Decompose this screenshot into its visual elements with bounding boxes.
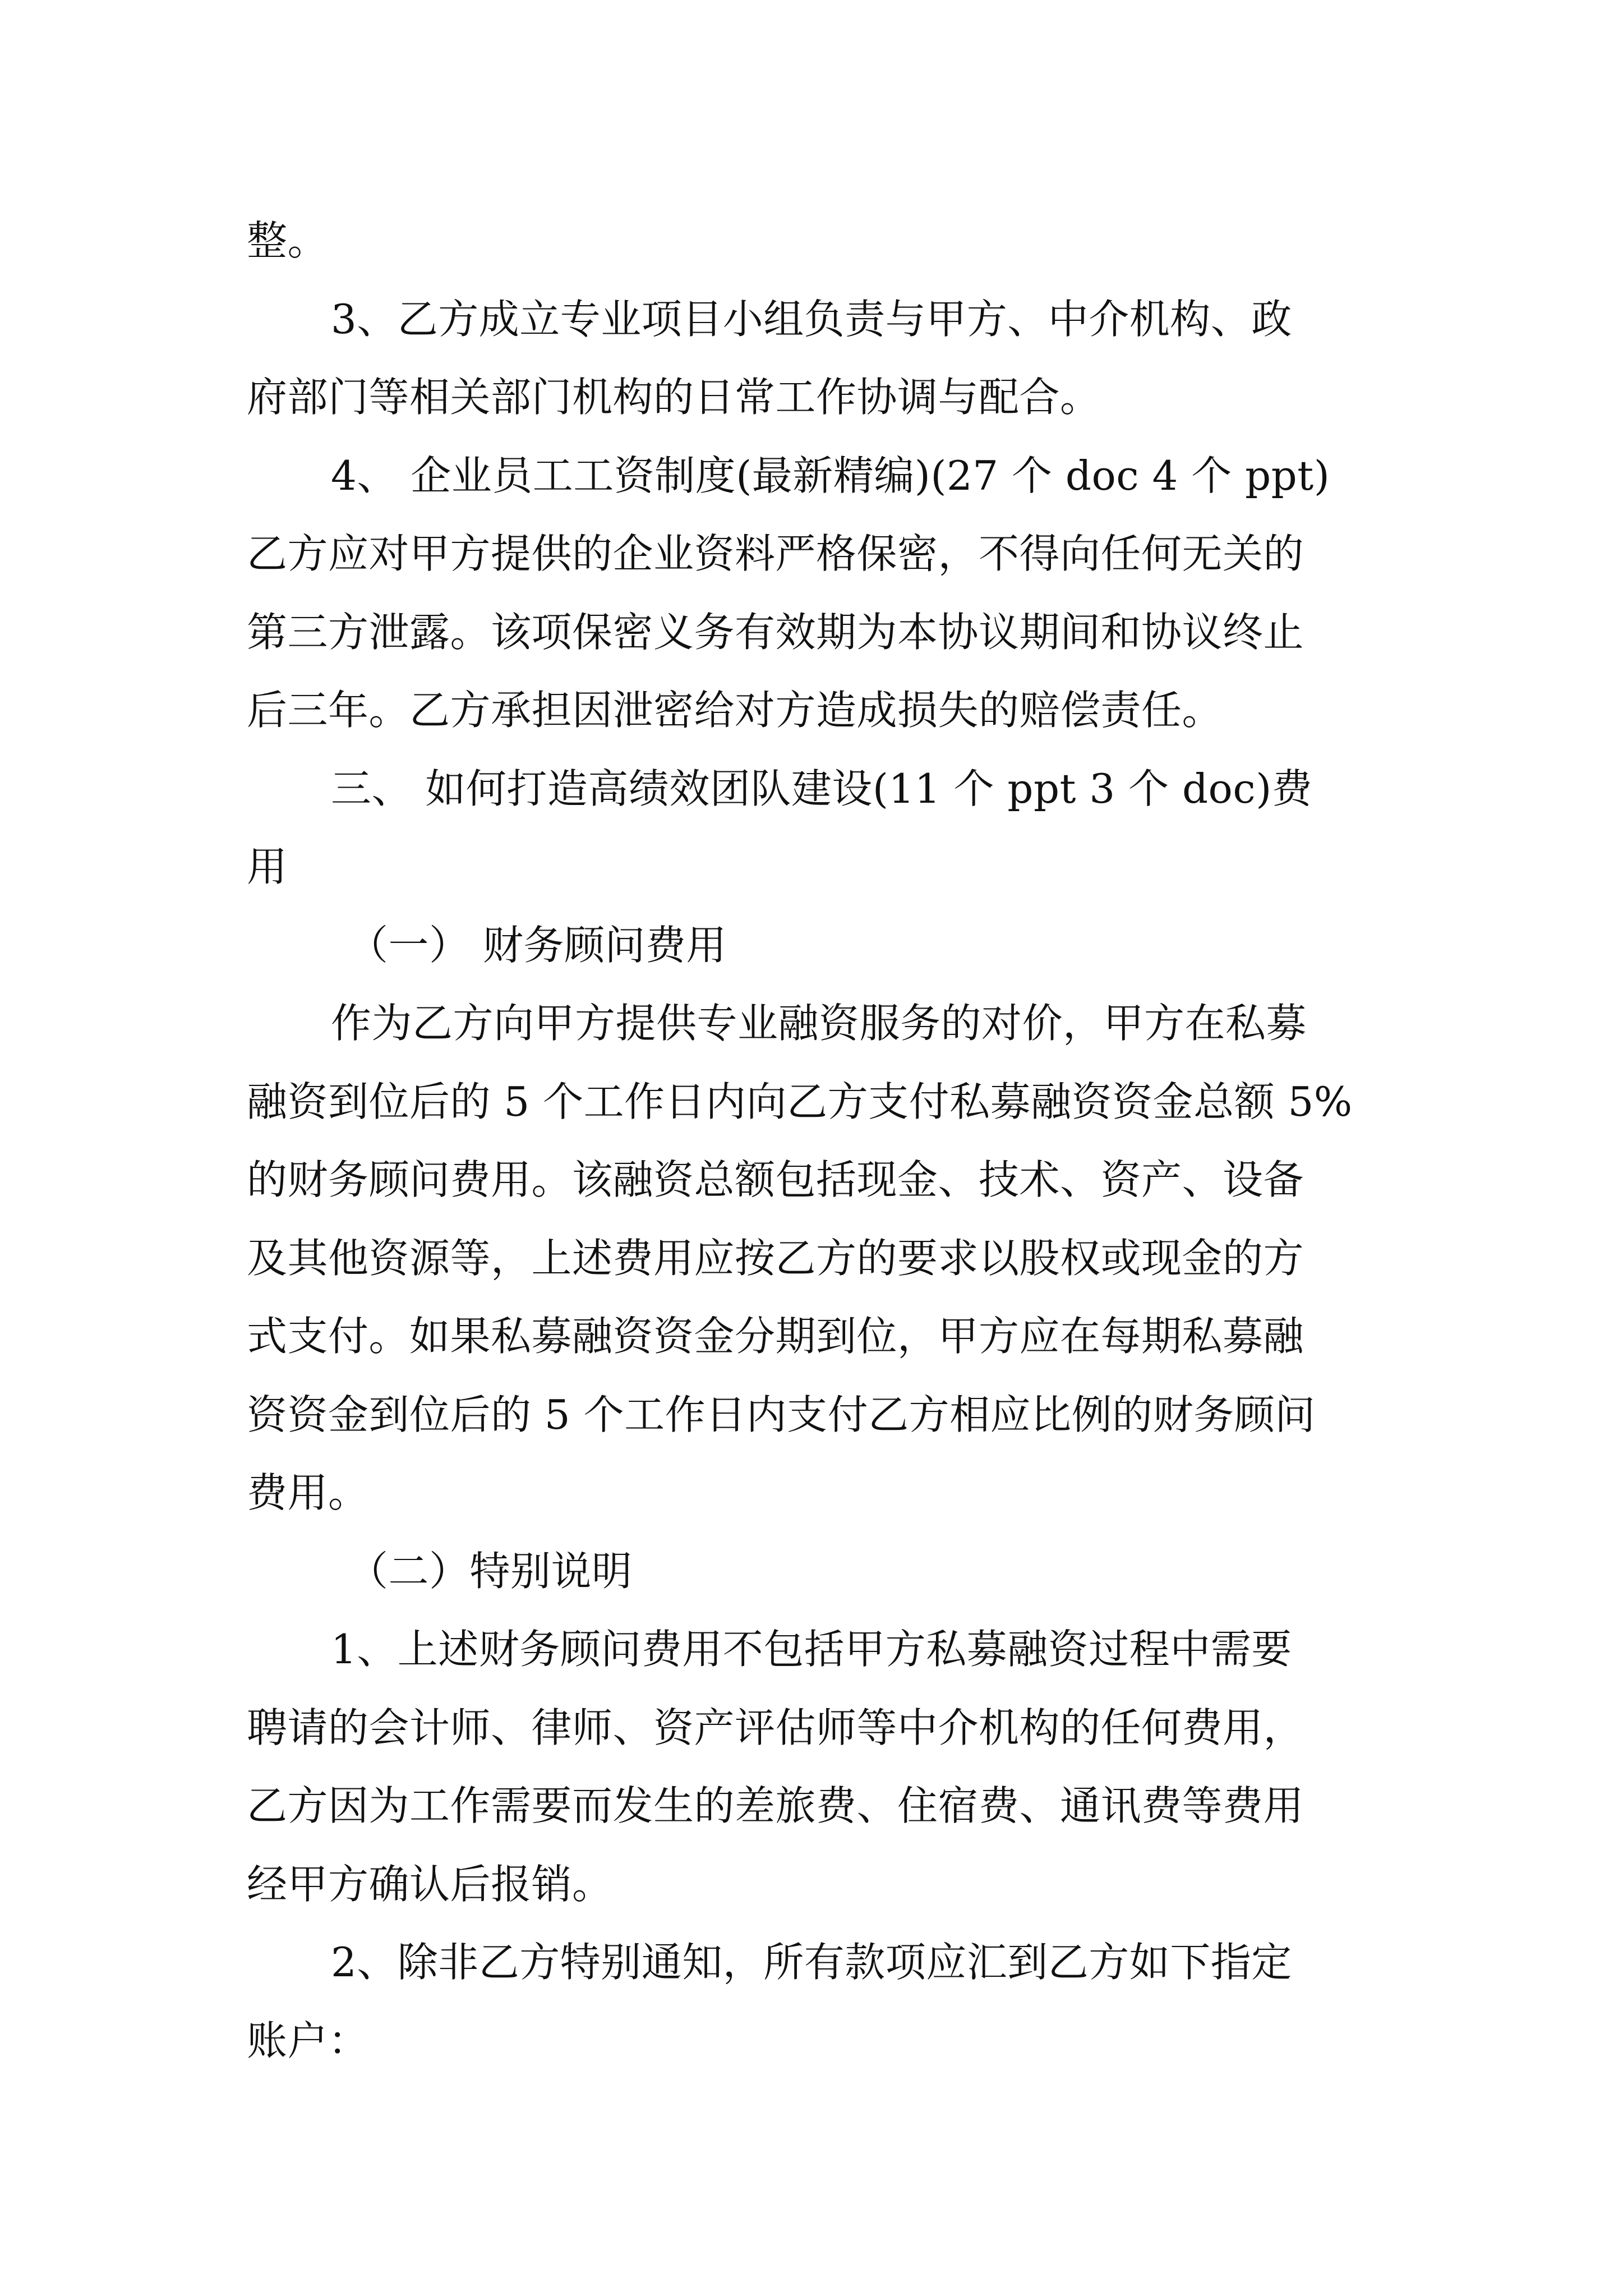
text-line: 后三年。乙方承担因泄密给对方造成损失的赔偿责任。 <box>247 687 1223 734</box>
text-line: 2、除非乙方特别通知，所有款项应汇到乙方如下指定 <box>331 1939 1292 1986</box>
text-line: 3、乙方成立专业项目小组负责与甲方、中介机构、政 <box>331 295 1292 343</box>
text-line: 府部门等相关部门机构的日常工作协调与配合。 <box>247 374 1101 421</box>
text-line: 作为乙方向甲方提供专业融资服务的对价，甲方在私募 <box>331 1000 1307 1047</box>
text-line: 费用。 <box>247 1469 369 1516</box>
text-line: 整。 <box>247 217 329 264</box>
text-line: 聘请的会计师、律师、资产评估师等中介机构的任何费用， <box>247 1704 1304 1751</box>
document-body <box>247 202 1385 2080</box>
text-line: 融资到位后的 5 个工作日内向乙方支付私募融资资金总额 5% <box>247 1078 1353 1125</box>
subsection-heading: （二）特别说明 <box>348 1547 633 1595</box>
text-line: 4、 企业员工工资制度(最新精编)(27 个 doc 4 个 ppt) <box>331 452 1330 499</box>
text-line: 的财务顾问费用。该融资总额包括现金、技术、资产、设备 <box>247 1156 1304 1203</box>
text-line: 1、上述财务顾问费用不包括甲方私募融资过程中需要 <box>331 1626 1292 1673</box>
text-line: 资资金到位后的 5 个工作日内支付乙方相应比例的财务顾问 <box>247 1391 1316 1438</box>
text-line: 账户： <box>247 2017 369 2064</box>
text-line: 及其他资源等，上述费用应按乙方的要求以股权或现金的方 <box>247 1234 1304 1282</box>
text-line: 经甲方确认后报销。 <box>247 1860 613 1908</box>
text-line: 乙方因为工作需要而发生的差旅费、住宿费、通讯费等费用 <box>247 1782 1304 1829</box>
text-line: 式支付。如果私募融资资金分期到位，甲方应在每期私募融 <box>247 1313 1304 1360</box>
text-line: 乙方应对甲方提供的企业资料严格保密，不得向任何无关的 <box>247 530 1304 577</box>
text-line: 第三方泄露。该项保密义务有效期为本协议期间和协议终止 <box>247 608 1304 656</box>
text-line: 用 <box>247 843 288 890</box>
section-heading: 三、 如何打造高绩效团队建设(11 个 ppt 3 个 doc)费 <box>331 765 1313 812</box>
subsection-heading: （一） 财务顾问费用 <box>348 921 727 969</box>
